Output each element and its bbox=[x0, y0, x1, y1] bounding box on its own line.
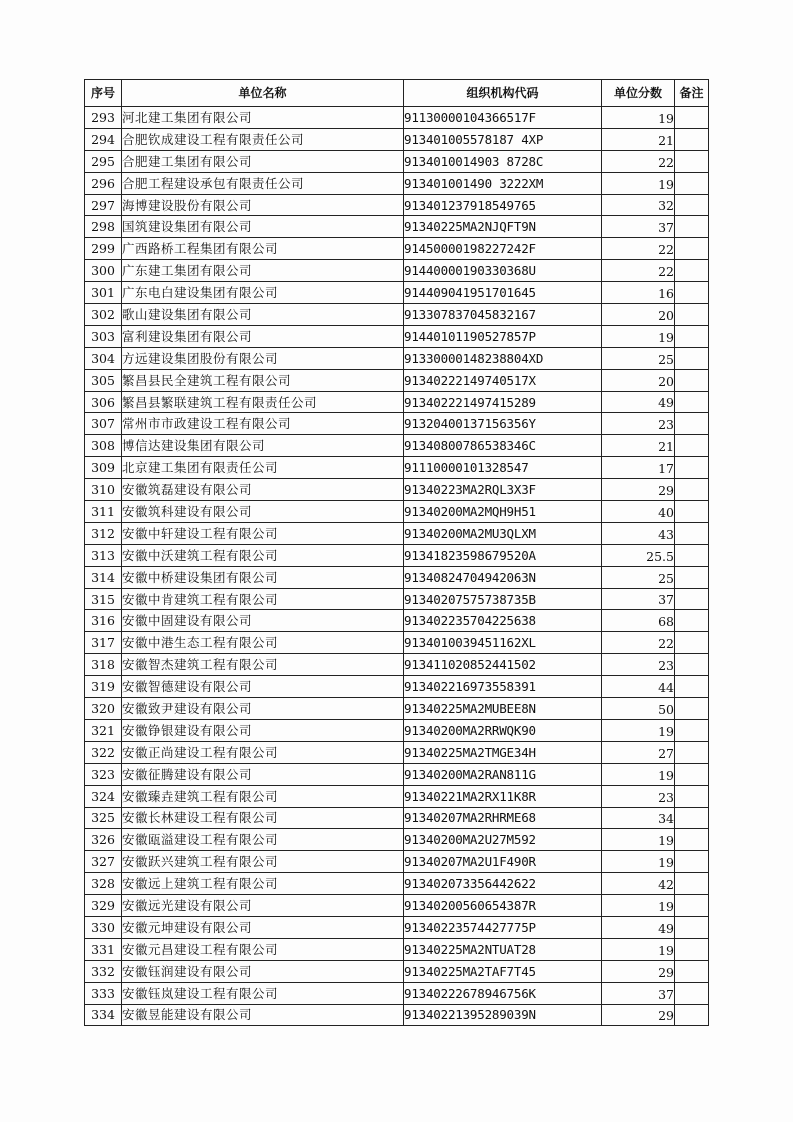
table-row bbox=[85, 369, 709, 391]
cell-score: 29 bbox=[602, 1004, 675, 1026]
cell-serial: 298 bbox=[85, 216, 122, 238]
cell-company-name: 安徽跃兴建筑工程有限公司 bbox=[122, 851, 404, 873]
cell-score: 27 bbox=[602, 741, 675, 763]
cell-org-code: 913402073356442622 bbox=[404, 873, 602, 895]
table-row bbox=[85, 413, 709, 435]
cell-company-name: 安徽中沃建筑工程有限公司 bbox=[122, 544, 404, 566]
cell-company-name: 安徽中轩建设工程有限公司 bbox=[122, 522, 404, 544]
cell-score: 29 bbox=[602, 960, 675, 982]
table-row bbox=[85, 544, 709, 566]
table-row bbox=[85, 325, 709, 347]
cell-remarks bbox=[675, 982, 709, 1004]
cell-remarks bbox=[675, 194, 709, 216]
cell-score: 25.5 bbox=[602, 544, 675, 566]
cell-serial: 317 bbox=[85, 632, 122, 654]
cell-remarks bbox=[675, 544, 709, 566]
cell-serial: 327 bbox=[85, 851, 122, 873]
table-row bbox=[85, 522, 709, 544]
cell-serial: 316 bbox=[85, 610, 122, 632]
cell-org-code: 91340800786538346C bbox=[404, 435, 602, 457]
cell-score: 32 bbox=[602, 194, 675, 216]
cell-score: 19 bbox=[602, 895, 675, 917]
cell-serial: 301 bbox=[85, 282, 122, 304]
cell-score: 37 bbox=[602, 982, 675, 1004]
table-row bbox=[85, 238, 709, 260]
cell-score: 25 bbox=[602, 347, 675, 369]
table-row bbox=[85, 304, 709, 326]
cell-org-code: 913307837045832167 bbox=[404, 304, 602, 326]
cell-org-code: 91340207575738735B bbox=[404, 588, 602, 610]
table-row bbox=[85, 566, 709, 588]
table-row bbox=[85, 260, 709, 282]
cell-remarks bbox=[675, 150, 709, 172]
cell-remarks bbox=[675, 282, 709, 304]
cell-org-code: 91340200MA2MU3QLXM bbox=[404, 522, 602, 544]
table-body bbox=[85, 107, 709, 1026]
cell-serial: 295 bbox=[85, 150, 122, 172]
cell-company-name: 广西路桥工程集团有限公司 bbox=[122, 238, 404, 260]
header-company-name: 单位名称 bbox=[122, 80, 404, 107]
cell-remarks bbox=[675, 610, 709, 632]
table-row bbox=[85, 1004, 709, 1026]
cell-remarks bbox=[675, 676, 709, 698]
cell-score: 25 bbox=[602, 566, 675, 588]
cell-company-name: 安徽钰岚建设工程有限公司 bbox=[122, 982, 404, 1004]
cell-org-code: 913402235704225638 bbox=[404, 610, 602, 632]
table-row bbox=[85, 282, 709, 304]
cell-serial: 294 bbox=[85, 128, 122, 150]
cell-score: 49 bbox=[602, 391, 675, 413]
cell-org-code: 9134010014903 8728C bbox=[404, 150, 602, 172]
cell-org-code: 91340207MA2U1F490R bbox=[404, 851, 602, 873]
cell-company-name: 繁昌县民全建筑工程有限公司 bbox=[122, 369, 404, 391]
cell-company-name: 安徽中港生态工程有限公司 bbox=[122, 632, 404, 654]
cell-org-code: 91340225MA2TMGE34H bbox=[404, 741, 602, 763]
cell-remarks bbox=[675, 172, 709, 194]
cell-company-name: 博信达建设集团有限公司 bbox=[122, 435, 404, 457]
cell-serial: 296 bbox=[85, 172, 122, 194]
cell-serial: 329 bbox=[85, 895, 122, 917]
cell-serial: 308 bbox=[85, 435, 122, 457]
table-row bbox=[85, 763, 709, 785]
cell-org-code: 91340221MA2RX11K8R bbox=[404, 785, 602, 807]
cell-company-name: 安徽元昌建设工程有限公司 bbox=[122, 938, 404, 960]
cell-serial: 333 bbox=[85, 982, 122, 1004]
cell-remarks bbox=[675, 128, 709, 150]
cell-score: 19 bbox=[602, 107, 675, 129]
cell-remarks bbox=[675, 829, 709, 851]
table-row bbox=[85, 676, 709, 698]
cell-org-code: 913401001490 3222XM bbox=[404, 172, 602, 194]
cell-serial: 302 bbox=[85, 304, 122, 326]
cell-company-name: 安徽致尹建设有限公司 bbox=[122, 698, 404, 720]
cell-score: 23 bbox=[602, 654, 675, 676]
cell-company-name: 安徽远光建设有限公司 bbox=[122, 895, 404, 917]
cell-remarks bbox=[675, 895, 709, 917]
table-row bbox=[85, 654, 709, 676]
table-row bbox=[85, 851, 709, 873]
cell-serial: 323 bbox=[85, 763, 122, 785]
cell-remarks bbox=[675, 807, 709, 829]
cell-remarks bbox=[675, 741, 709, 763]
cell-remarks bbox=[675, 719, 709, 741]
table-row bbox=[85, 150, 709, 172]
cell-remarks bbox=[675, 654, 709, 676]
cell-org-code: 913402216973558391 bbox=[404, 676, 602, 698]
table-row bbox=[85, 960, 709, 982]
cell-org-code: 91340200MA2RRWQK90 bbox=[404, 719, 602, 741]
header-org-code: 组织机构代码 bbox=[404, 80, 602, 107]
cell-score: 68 bbox=[602, 610, 675, 632]
cell-remarks bbox=[675, 107, 709, 129]
table-row bbox=[85, 107, 709, 129]
cell-org-code: 913411020852441502 bbox=[404, 654, 602, 676]
cell-serial: 311 bbox=[85, 501, 122, 523]
cell-score: 19 bbox=[602, 719, 675, 741]
cell-score: 40 bbox=[602, 501, 675, 523]
cell-serial: 322 bbox=[85, 741, 122, 763]
cell-company-name: 安徽智德建设有限公司 bbox=[122, 676, 404, 698]
cell-company-name: 安徽中固建设有限公司 bbox=[122, 610, 404, 632]
cell-org-code: 9134010039451162XL bbox=[404, 632, 602, 654]
cell-serial: 334 bbox=[85, 1004, 122, 1026]
cell-score: 20 bbox=[602, 304, 675, 326]
cell-company-name: 安徽中桥建设集团有限公司 bbox=[122, 566, 404, 588]
cell-org-code: 91440101190527857P bbox=[404, 325, 602, 347]
cell-remarks bbox=[675, 260, 709, 282]
cell-serial: 306 bbox=[85, 391, 122, 413]
header-serial: 序号 bbox=[85, 80, 122, 107]
cell-score: 29 bbox=[602, 479, 675, 501]
cell-serial: 305 bbox=[85, 369, 122, 391]
table-row bbox=[85, 829, 709, 851]
table-row bbox=[85, 741, 709, 763]
cell-score: 22 bbox=[602, 150, 675, 172]
cell-remarks bbox=[675, 873, 709, 895]
cell-score: 44 bbox=[602, 676, 675, 698]
table-row bbox=[85, 194, 709, 216]
cell-serial: 332 bbox=[85, 960, 122, 982]
cell-org-code: 91340207MA2RHRME68 bbox=[404, 807, 602, 829]
cell-company-name: 安徽瓯溢建设工程有限公司 bbox=[122, 829, 404, 851]
cell-company-name: 安徽正尚建设工程有限公司 bbox=[122, 741, 404, 763]
cell-score: 17 bbox=[602, 457, 675, 479]
table-row bbox=[85, 698, 709, 720]
cell-serial: 320 bbox=[85, 698, 122, 720]
table-row bbox=[85, 588, 709, 610]
company-score-table bbox=[84, 79, 709, 1026]
cell-company-name: 富利建设集团有限公司 bbox=[122, 325, 404, 347]
table-row bbox=[85, 501, 709, 523]
cell-org-code: 91440000190330368U bbox=[404, 260, 602, 282]
cell-org-code: 913401005578187 4XP bbox=[404, 128, 602, 150]
cell-remarks bbox=[675, 347, 709, 369]
cell-org-code: 91340200560654387R bbox=[404, 895, 602, 917]
cell-score: 21 bbox=[602, 128, 675, 150]
table-row bbox=[85, 873, 709, 895]
cell-serial: 303 bbox=[85, 325, 122, 347]
cell-serial: 326 bbox=[85, 829, 122, 851]
cell-org-code: 914409041951701645 bbox=[404, 282, 602, 304]
cell-company-name: 河北建工集团有限公司 bbox=[122, 107, 404, 129]
cell-org-code: 91330000148238804XD bbox=[404, 347, 602, 369]
cell-score: 21 bbox=[602, 435, 675, 457]
cell-serial: 318 bbox=[85, 654, 122, 676]
cell-org-code: 91340200MA2U27M592 bbox=[404, 829, 602, 851]
table-row bbox=[85, 479, 709, 501]
cell-remarks bbox=[675, 698, 709, 720]
cell-serial: 307 bbox=[85, 413, 122, 435]
cell-org-code: 91130000104366517F bbox=[404, 107, 602, 129]
cell-company-name: 广东电白建设集团有限公司 bbox=[122, 282, 404, 304]
cell-serial: 300 bbox=[85, 260, 122, 282]
table-row bbox=[85, 216, 709, 238]
cell-company-name: 海博建设股份有限公司 bbox=[122, 194, 404, 216]
cell-remarks bbox=[675, 391, 709, 413]
table-row bbox=[85, 719, 709, 741]
cell-serial: 331 bbox=[85, 938, 122, 960]
cell-remarks bbox=[675, 369, 709, 391]
cell-org-code: 91340225MA2NJQFT9N bbox=[404, 216, 602, 238]
cell-remarks bbox=[675, 785, 709, 807]
cell-org-code: 91320400137156356Y bbox=[404, 413, 602, 435]
cell-serial: 324 bbox=[85, 785, 122, 807]
cell-org-code: 91340824704942063N bbox=[404, 566, 602, 588]
table-row bbox=[85, 347, 709, 369]
cell-org-code: 91340222149740517X bbox=[404, 369, 602, 391]
cell-remarks bbox=[675, 588, 709, 610]
cell-score: 19 bbox=[602, 325, 675, 347]
cell-remarks bbox=[675, 325, 709, 347]
cell-score: 22 bbox=[602, 632, 675, 654]
cell-remarks bbox=[675, 238, 709, 260]
cell-remarks bbox=[675, 938, 709, 960]
cell-serial: 309 bbox=[85, 457, 122, 479]
cell-score: 22 bbox=[602, 260, 675, 282]
table-row bbox=[85, 785, 709, 807]
cell-company-name: 广东建工集团有限公司 bbox=[122, 260, 404, 282]
cell-org-code: 91340222678946756K bbox=[404, 982, 602, 1004]
cell-company-name: 方远建设集团股份有限公司 bbox=[122, 347, 404, 369]
cell-org-code: 91340200MA2MQH9H51 bbox=[404, 501, 602, 523]
cell-company-name: 安徽昱能建设有限公司 bbox=[122, 1004, 404, 1026]
cell-serial: 297 bbox=[85, 194, 122, 216]
cell-serial: 312 bbox=[85, 522, 122, 544]
cell-org-code: 91340223574427775P bbox=[404, 916, 602, 938]
cell-remarks bbox=[675, 216, 709, 238]
cell-company-name: 安徽智杰建筑工程有限公司 bbox=[122, 654, 404, 676]
cell-serial: 321 bbox=[85, 719, 122, 741]
cell-serial: 319 bbox=[85, 676, 122, 698]
cell-remarks bbox=[675, 916, 709, 938]
cell-company-name: 安徽中肯建筑工程有限公司 bbox=[122, 588, 404, 610]
cell-company-name: 安徽铮银建设有限公司 bbox=[122, 719, 404, 741]
cell-remarks bbox=[675, 522, 709, 544]
cell-company-name: 安徽远上建筑工程有限公司 bbox=[122, 873, 404, 895]
cell-serial: 314 bbox=[85, 566, 122, 588]
cell-score: 49 bbox=[602, 916, 675, 938]
cell-company-name: 国筑建设集团有限公司 bbox=[122, 216, 404, 238]
cell-serial: 313 bbox=[85, 544, 122, 566]
cell-serial: 310 bbox=[85, 479, 122, 501]
table-row bbox=[85, 610, 709, 632]
cell-company-name: 安徽筑科建设有限公司 bbox=[122, 501, 404, 523]
cell-remarks bbox=[675, 413, 709, 435]
cell-org-code: 91340223MA2RQL3X3F bbox=[404, 479, 602, 501]
cell-score: 37 bbox=[602, 588, 675, 610]
cell-score: 42 bbox=[602, 873, 675, 895]
cell-company-name: 安徽元坤建设有限公司 bbox=[122, 916, 404, 938]
table-row bbox=[85, 632, 709, 654]
table-row bbox=[85, 391, 709, 413]
table-row bbox=[85, 895, 709, 917]
cell-company-name: 合肥建工集团有限公司 bbox=[122, 150, 404, 172]
cell-score: 23 bbox=[602, 413, 675, 435]
cell-org-code: 913401237918549765 bbox=[404, 194, 602, 216]
cell-score: 19 bbox=[602, 763, 675, 785]
cell-score: 19 bbox=[602, 829, 675, 851]
table-row bbox=[85, 457, 709, 479]
cell-serial: 330 bbox=[85, 916, 122, 938]
cell-score: 43 bbox=[602, 522, 675, 544]
cell-company-name: 安徽征腾建设有限公司 bbox=[122, 763, 404, 785]
table-row bbox=[85, 128, 709, 150]
table-row bbox=[85, 916, 709, 938]
cell-org-code: 91110000101328547 bbox=[404, 457, 602, 479]
cell-score: 20 bbox=[602, 369, 675, 391]
cell-org-code: 91340200MA2RAN811G bbox=[404, 763, 602, 785]
table-row bbox=[85, 807, 709, 829]
table-header-row bbox=[85, 80, 709, 107]
cell-remarks bbox=[675, 851, 709, 873]
cell-remarks bbox=[675, 763, 709, 785]
cell-company-name: 安徽钰润建设有限公司 bbox=[122, 960, 404, 982]
cell-serial: 325 bbox=[85, 807, 122, 829]
cell-org-code: 913402221497415289 bbox=[404, 391, 602, 413]
cell-company-name: 安徽臻垚建筑工程有限公司 bbox=[122, 785, 404, 807]
cell-remarks bbox=[675, 457, 709, 479]
table-row bbox=[85, 938, 709, 960]
cell-score: 34 bbox=[602, 807, 675, 829]
cell-org-code: 91340221395289039N bbox=[404, 1004, 602, 1026]
cell-company-name: 繁昌县繁联建筑工程有限责任公司 bbox=[122, 391, 404, 413]
cell-org-code: 91340225MA2NTUAT28 bbox=[404, 938, 602, 960]
cell-company-name: 歌山建设集团有限公司 bbox=[122, 304, 404, 326]
cell-remarks bbox=[675, 435, 709, 457]
cell-remarks bbox=[675, 632, 709, 654]
cell-serial: 299 bbox=[85, 238, 122, 260]
cell-score: 16 bbox=[602, 282, 675, 304]
table-row bbox=[85, 435, 709, 457]
cell-score: 23 bbox=[602, 785, 675, 807]
cell-remarks bbox=[675, 1004, 709, 1026]
cell-remarks bbox=[675, 501, 709, 523]
cell-company-name: 安徽长林建设工程有限公司 bbox=[122, 807, 404, 829]
table-row bbox=[85, 172, 709, 194]
cell-serial: 304 bbox=[85, 347, 122, 369]
cell-remarks bbox=[675, 566, 709, 588]
cell-company-name: 北京建工集团有限责任公司 bbox=[122, 457, 404, 479]
cell-company-name: 合肥工程建设承包有限责任公司 bbox=[122, 172, 404, 194]
cell-remarks bbox=[675, 479, 709, 501]
cell-serial: 328 bbox=[85, 873, 122, 895]
header-remarks: 备注 bbox=[675, 80, 709, 107]
cell-score: 19 bbox=[602, 851, 675, 873]
cell-remarks bbox=[675, 304, 709, 326]
cell-score: 19 bbox=[602, 938, 675, 960]
cell-company-name: 合肥钦成建设工程有限责任公司 bbox=[122, 128, 404, 150]
cell-score: 50 bbox=[602, 698, 675, 720]
cell-company-name: 常州市市政建设工程有限公司 bbox=[122, 413, 404, 435]
cell-company-name: 安徽筑磊建设有限公司 bbox=[122, 479, 404, 501]
cell-serial: 293 bbox=[85, 107, 122, 129]
table-row bbox=[85, 982, 709, 1004]
cell-score: 37 bbox=[602, 216, 675, 238]
cell-remarks bbox=[675, 960, 709, 982]
cell-org-code: 91340225MA2MUBEE8N bbox=[404, 698, 602, 720]
cell-score: 22 bbox=[602, 238, 675, 260]
cell-org-code: 91450000198227242F bbox=[404, 238, 602, 260]
cell-serial: 315 bbox=[85, 588, 122, 610]
cell-score: 19 bbox=[602, 172, 675, 194]
cell-org-code: 91341823598679520A bbox=[404, 544, 602, 566]
cell-org-code: 91340225MA2TAF7T45 bbox=[404, 960, 602, 982]
header-score: 单位分数 bbox=[602, 80, 675, 107]
